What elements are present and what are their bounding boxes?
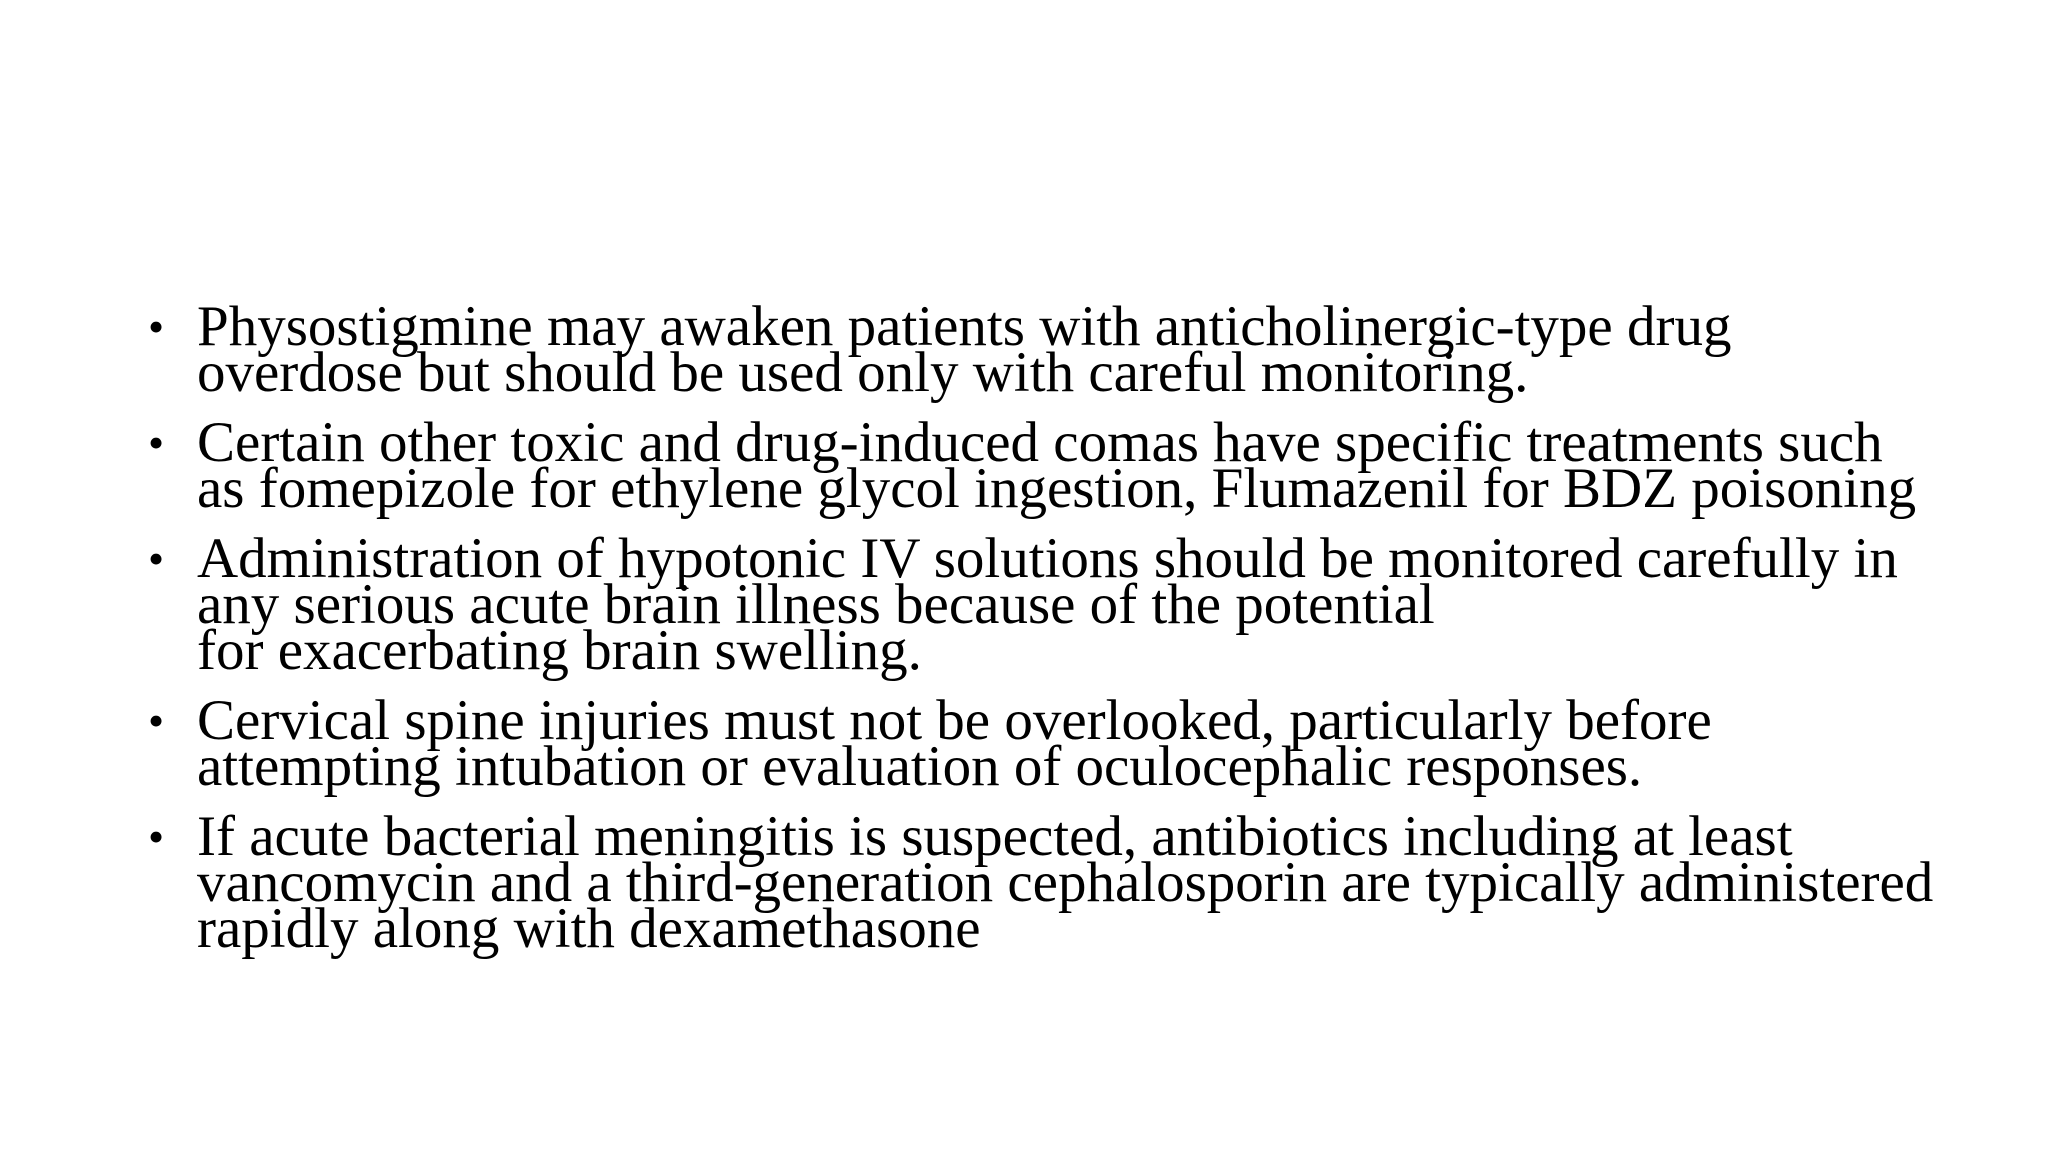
bullet-text-line: overdose but should be used only with careful monitoring. bbox=[197, 341, 1529, 404]
bullet-marker: • bbox=[148, 301, 165, 352]
bullet-item bbox=[148, 689, 1928, 798]
bullet-marker: • bbox=[148, 417, 165, 468]
bullet-text-line: Certain other toxic and drug-induced comas have specific treatments such bbox=[197, 411, 1883, 474]
bullet-text-line: Physostigmine may awaken patients with anticholinergic-type drug bbox=[197, 295, 1732, 358]
bullet-text-line: as fomepizole for ethylene glycol ingestion, Flumazenil for BDZ poisoning bbox=[197, 457, 1917, 520]
bullet-list bbox=[148, 295, 1934, 976]
bullet-text-line: any serious acute brain illness because of the potential bbox=[197, 573, 1435, 636]
bullet-item bbox=[148, 527, 1928, 682]
bullet-text-line: attempting intubation or evaluation of oculocephalic responses. bbox=[197, 735, 1643, 798]
bullet-item bbox=[148, 411, 1928, 520]
bullet-marker: • bbox=[148, 695, 165, 746]
bullet-text-line: vancomycin and a third-generation cephalosporin are typically administered bbox=[197, 851, 1934, 914]
bullet-text-line: If acute bacterial meningitis is suspected, antibiotics including at least bbox=[197, 805, 1793, 868]
bullet-text-line: Cervical spine injuries must not be overlooked, particularly before bbox=[197, 689, 1712, 752]
bullet-text-line: for exacerbating brain swelling. bbox=[197, 619, 922, 682]
bullet-marker: • bbox=[148, 533, 165, 584]
bullet-item bbox=[148, 295, 1928, 404]
bullet-item bbox=[148, 805, 1934, 960]
bullet-text-line: Administration of hypotonic IV solutions should be monitored carefully in bbox=[197, 527, 1898, 590]
bullet-text-line: rapidly along with dexamethasone bbox=[197, 897, 981, 960]
bullet-marker: • bbox=[148, 811, 165, 862]
